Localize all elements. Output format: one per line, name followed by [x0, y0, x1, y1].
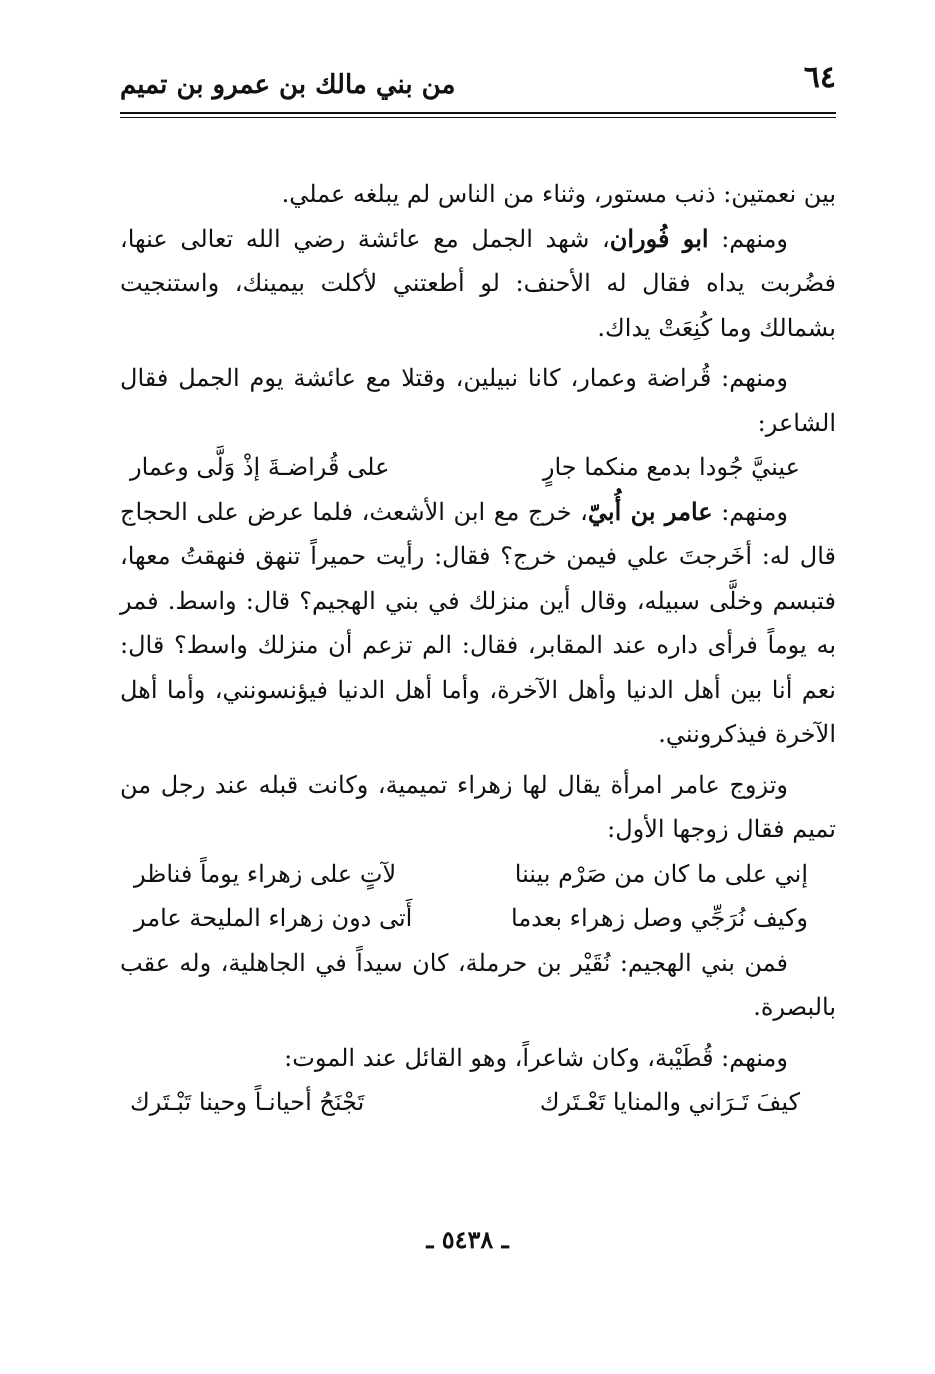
person-name-amir: عامر بن أُبيّ: [587, 496, 713, 526]
paragraph-2-lead: ومنهم:: [708, 224, 789, 253]
page-header: [120, 58, 836, 114]
verse-1-second-hemistich: على قُراضـةَ إذْ وَلَّى وعمار: [130, 453, 390, 481]
paragraph-4: [120, 490, 836, 757]
person-name-abu-furan: ابو فُوران: [609, 223, 709, 253]
verse-4: [120, 1080, 836, 1125]
paragraph-5: وتزوج عامر امرأة يقال لها زهراء تميمية، وكانت قبله عند رجل من تميم فقال زوجها الأول:: [120, 770, 836, 843]
page-number: ٦٤: [803, 60, 836, 95]
paragraph-2: [120, 217, 836, 351]
paragraph-3: ومنهم: قُراضة وعمار، كانا نبيلين، وقتلا مع عائشة يوم الجمل فقال الشاعر:: [120, 364, 836, 437]
running-title: من بني مالك بن عمرو بن تميم: [120, 70, 456, 100]
paragraph-1: بين نعمتين: ذنب مستور، وثناء من الناس لم يبلغه عملي.: [281, 180, 836, 208]
body-text: [120, 172, 836, 1125]
paragraph-6: فمن بني الهجيم: نُقَيْر بن حرملة، كان سيداً في الجاهلية، وله عقب بالبصرة.: [120, 948, 836, 1021]
verse-2-first-hemistich: إني على ما كان من صَرْم بيننا: [514, 859, 808, 888]
verse-3-first-hemistich: وكيف نُرَجِّي وصل زهراء بعدما: [511, 904, 808, 932]
verse-2: [120, 852, 836, 897]
page-folio: ـ ٥٤٣٨ ـ: [426, 1225, 509, 1254]
header-rule: [120, 112, 836, 118]
verse-3: [120, 896, 836, 941]
verse-4-first-hemistich: كيفَ تَـرَاني والمنايا تَعْـتَرك: [539, 1088, 800, 1116]
verse-2-second-hemistich: لآتٍ على زهراء يوماً فناظر: [134, 859, 397, 888]
paragraph-4-lead: ومنهم:: [712, 497, 789, 526]
verse-1: [120, 445, 836, 490]
verse-4-second-hemistich: تَجْنَحُ أحيانـاً وحينا تَبْـتَرك: [130, 1088, 365, 1116]
paragraph-2-rest: ، شهد الجمل مع عائشة رضي الله تعالى عنها، فضُربت يداه فقال له الأحنف: لو أطعتني لأكلت بيمينك، واستنجيت بشمالك وما كُنِعَتْ يداك.: [120, 224, 836, 342]
verse-3-second-hemistich: أَتى دون زهراء المليحة عامر: [134, 904, 413, 932]
paragraph-7: ومنهم: قُطَيْبة، وكان شاعراً، وهو القائل عند الموت:: [284, 1043, 788, 1072]
verse-1-first-hemistich: عينيَّ جُودا بدمع منكما جارٍ: [542, 453, 800, 481]
paragraph-4-rest: ، خرج مع ابن الأشعث، فلما عرض على الحجاج قال له: أخَرجتَ علي فيمن خرج؟ فقال: رأيت حميراً تنهق فنهقتُ معها، فتبسم وخلَّى سبيله، وقال أين منزلك في بني الهجيم؟ قال: واسط. فمر به يوماً فرأى داره عند المقابر، فقال: الم تزعم أن منزلك واسط؟ قال: نعم أنا بين أهل الدنيا وأهل الآخرة، وأما أهل الدنيا فيؤنسونني، وأما أهل الآخرة فيذكرونني.: [120, 497, 836, 748]
